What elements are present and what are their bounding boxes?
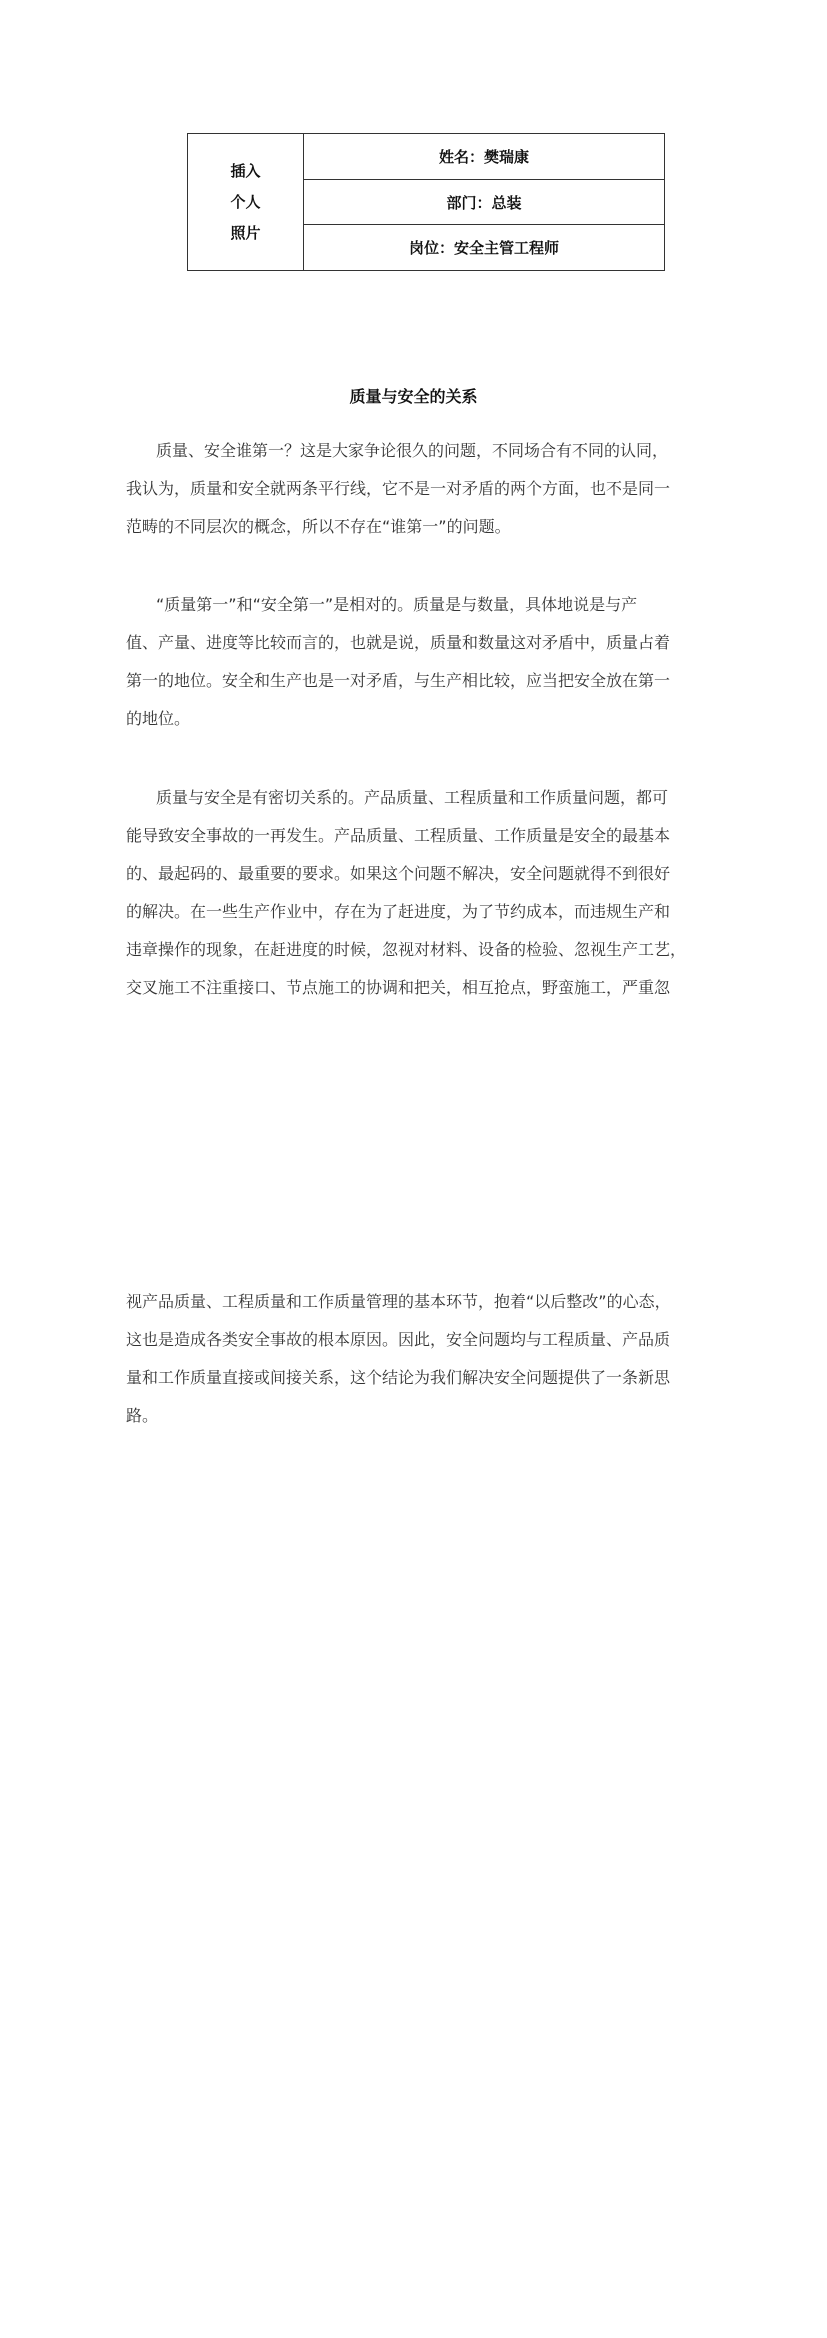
- photo-label-line: 插入: [230, 161, 261, 180]
- text-line: 的、最起码的、最重要的要求。如果这个问题不解决，安全问题就得不到很好: [126, 864, 671, 883]
- text-line: 这也是造成各类安全事故的根本原因。因此，安全问题均与工程质量、产品质: [126, 1330, 671, 1349]
- text-line: 值、产量、进度等比较而言的，也就是说，质量和数量这对矛盾中，质量占着: [126, 633, 671, 652]
- text-line: 第一的地位。安全和生产也是一对矛盾，与生产相比较，应当把安全放在第一: [126, 671, 671, 690]
- paragraph-1: [126, 432, 711, 546]
- text-line: 量和工作质量直接或间接关系，这个结论为我们解决安全问题提供了一条新思: [126, 1368, 671, 1387]
- paragraph-3: [126, 779, 711, 1007]
- photo-label-line: 照片: [230, 223, 261, 242]
- text-line: 我认为，质量和安全就两条平行线，它不是一对矛盾的两个方面，也不是同一: [126, 479, 671, 498]
- document-title: 质量与安全的关系: [349, 387, 478, 406]
- text-line: 质量、安全谁第一？这是大家争论很久的问题，不同场合有不同的认同，: [156, 441, 669, 460]
- text-line: 的地位。: [126, 709, 191, 728]
- text-line: 视产品质量、工程质量和工作质量管理的基本环节，抱着“以后整改”的心态，: [126, 1292, 671, 1311]
- position-field: 岗位：安全主管工程师: [304, 224, 664, 270]
- text-line: 范畴的不同层次的概念，所以不存在“谁第一”的问题。: [126, 517, 511, 536]
- text-line: 质量与安全是有密切关系的。产品质量、工程质量和工作质量问题，都可: [156, 788, 669, 807]
- text-line: “质量第一”和“安全第一”是相对的。质量是与数量，具体地说是与产: [156, 595, 638, 614]
- department-field: 部门：总装: [304, 179, 664, 225]
- text-line: 的解决。在一些生产作业中，存在为了赶进度，为了节约成本，而违规生产和: [126, 902, 671, 921]
- paragraph-2: [126, 586, 711, 738]
- text-line: 路。: [126, 1406, 159, 1425]
- info-column: [304, 134, 664, 270]
- photo-placeholder-cell: [188, 134, 304, 270]
- paragraph-3-continued: [126, 1283, 711, 1435]
- employee-info-table: [187, 133, 665, 271]
- text-line: 交叉施工不注重接口、节点施工的协调和把关，相互抢点，野蛮施工，严重忽: [126, 978, 671, 997]
- text-line: 能导致安全事故的一再发生。产品质量、工程质量、工作质量是安全的最基本: [126, 826, 671, 845]
- text-line: 违章操作的现象，在赶进度的时候，忽视对材料、设备的检验、忽视生产工艺，: [126, 940, 687, 959]
- name-field: 姓名：樊瑞康: [438, 147, 529, 166]
- photo-label-line: 个人: [230, 192, 261, 211]
